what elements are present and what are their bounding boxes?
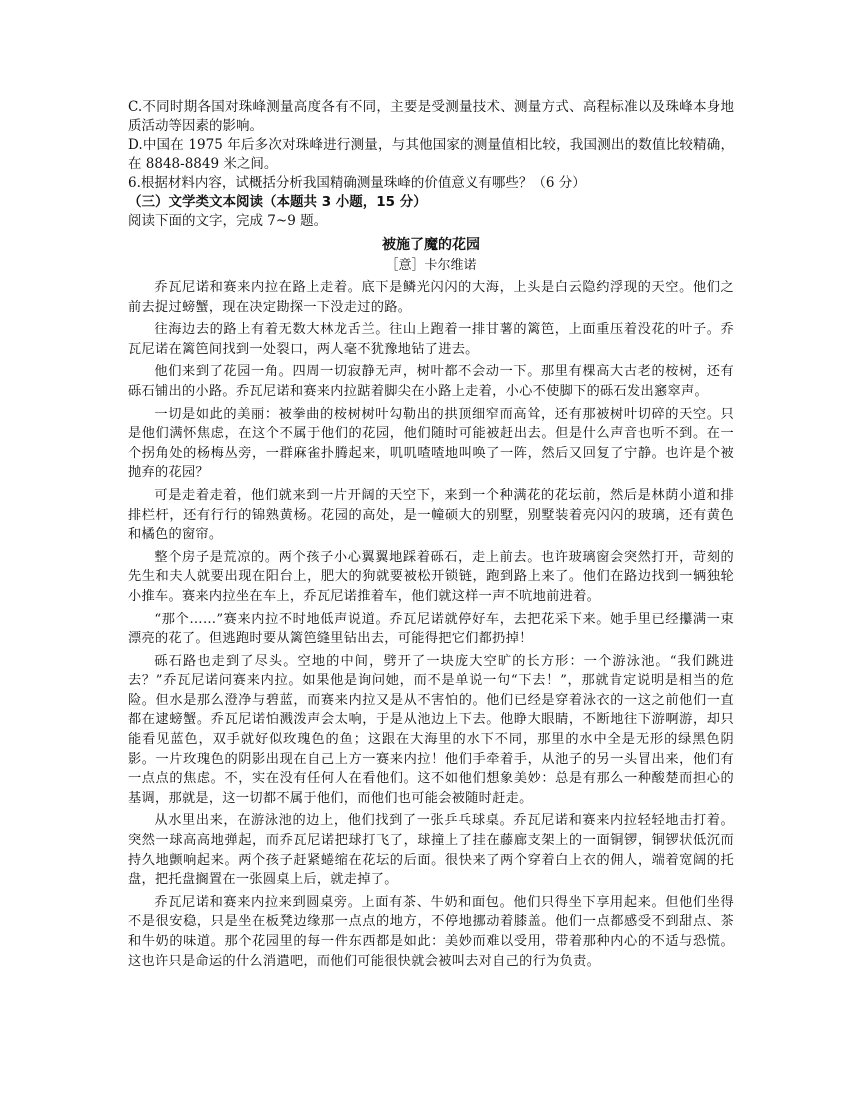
story-paragraph: 整个房子是荒凉的。两个孩子小心翼翼地踩着砾石，走上前去。也许玻璃窗会突然打开，苛刻的先生和夫人就要出现在阳台上，肥大的狗就要被松开锁链，跑到路上来了。他们在路边找到一辆独轮小推车。赛来内拉坐在车上，乔瓦尼诺推着车，他们就这样一声不吭地前进着。 (128, 549, 734, 604)
exam-page (128, 98, 734, 974)
story-paragraph: 乔瓦尼诺和赛来内拉来到圆桌旁。上面有茶、牛奶和面包。他们只得坐下享用起来。但他们坐得不是很安稳，只是坐在板凳边缘那一点点的地方，不停地挪动着膝盖。他们一点都感受不到甜点、茶和牛奶的味道。那个花园里的每一件东西都是如此：美妙而难以受用，带着那种内心的不适与恐慌。这也许只是命运的什么消遣吧，而他们可能很快就会被叫去对自己的行为负责。 (128, 894, 734, 969)
story-paragraph: “那个……”赛来内拉不时地低声说道。乔瓦尼诺就停好车，去把花采下来。她手里已经攥满一束漂亮的花了。但逃跑时要从篱笆缝里钻出去，可能得把它们都扔掉！ (128, 611, 734, 647)
story-paragraph: 一切是如此的美丽：被拳曲的桉树树叶勾勒出的拱顶细窄而高耸，还有那被树叶切碎的天空。只是他们满怀焦虑，在这个不属于他们的花园，他们随时可能被赶出去。但是什么声音也听不到。在一个拐角处的杨梅丛旁，一群麻雀扑腾起来，叽叽喳喳地叫唤了一阵，然后又回复了宁静。也许是个被抛弃的花园？ (128, 406, 734, 481)
option-c: C.不同时期各国对珠峰测量高度各有不同，主要是受测量技术、测量方式、高程标准以及珠峰本身地质活动等因素的影响。 (128, 99, 734, 134)
story-paragraph: 他们来到了花园一角。四周一切寂静无声，树叶都不会动一下。那里有棵高大古老的桉树，还有砾石铺出的小路。乔瓦尼诺和赛来内拉踮着脚尖在小路上走着，小心不使脚下的砾石发出窸窣声。 (128, 364, 734, 399)
section-heading: （三）文学类文本阅读（本题共 3 小题，15 分） (128, 194, 427, 210)
instruction: 阅读下面的文字，完成 7~9 题。 (128, 213, 328, 229)
question-6: 6.根据材料内容，试概括分析我国精确测量珠峰的价值意义有哪些？（6 分） (128, 175, 586, 191)
story-body (128, 278, 734, 971)
story-paragraph: 可是走着走着，他们就来到一片开阔的天空下，来到一个种满花的花坛前，然后是林荫小道和排排栏杆，还有行行的锦熟黄杨。花园的高处，是一幢硕大的别墅，别墅装着亮闪闪的玻璃，还有黄色和橘色的窗帘。 (128, 487, 734, 543)
story-author: ［意］卡尔维诺 (385, 258, 477, 273)
story-paragraph: 从水里出来，在游泳池的边上，他们找到了一张乒乓球桌。乔瓦尼诺和赛来内拉轻轻地击打着。突然一球高高地弹起，而乔瓦尼诺把球打飞了，球撞上了挂在藤廊支架上的一面铜锣，铜锣状低沉而持久地颤响起来。两个孩子赶紧蜷缩在花坛的后面。很快来了两个穿着白上衣的佣人，端着宽阔的托盘，把托盘搁置在一张圆桌上后，就走掉了。 (128, 813, 734, 888)
option-d: D.中国在 1975 年后多次对珠峰进行测量，与其他国家的测量值相比较，我国测出的数值比较精确，在 8848-8849 米之间。 (128, 137, 734, 172)
story-paragraph: 乔瓦尼诺和赛来内拉在路上走着。底下是鳞光闪闪的大海，上头是白云隐约浮现的天空。他们之前去捉过螃蟹，现在决定勘探一下没走过的路。 (128, 280, 734, 315)
story-paragraph: 砾石路也走到了尽头。空地的中间，劈开了一块庞大空旷的长方形：一个游泳池。“我们跳进去？”乔瓦尼诺问赛来内拉。如果他是询问她，而不是单说一句“下去！”，那就肯定说明是相当的危险。但水是那么澄净与碧蓝，而赛来内拉又是从不害怕的。他们已经是穿着泳衣的一这之前他们一直都在逮螃蟹。乔瓦尼诺怕溅泼声会太响，于是从池边上下去。他睁大眼睛，不断地往下游啊游，却只能看见蓝色，双手就好似玫瑰色的鱼；这跟在大海里的水下不同，那里的水中全是无形的绿黑色阴影。一片玫瑰色的阴影出现在自己上方一赛来内拉！他们手牵着手，从池子的另一头冒出来，他们有一点点的焦虑。不，实在没有任何人在看他们。这不如他们想象美妙：总是有那么一种酸楚而担心的基调，那就是，这一切都不属于他们，而他们也可能会被随时赶走。 (128, 653, 734, 806)
story-title: 被施了魔的花园 (382, 237, 480, 253)
story-paragraph: 往海边去的路上有着无数大林龙舌兰。往山上跑着一排甘薯的篱笆，上面重压着没花的叶子。乔瓦尼诺在篱笆间找到一处裂口，两人毫不犹豫地钻了进去。 (128, 322, 734, 357)
